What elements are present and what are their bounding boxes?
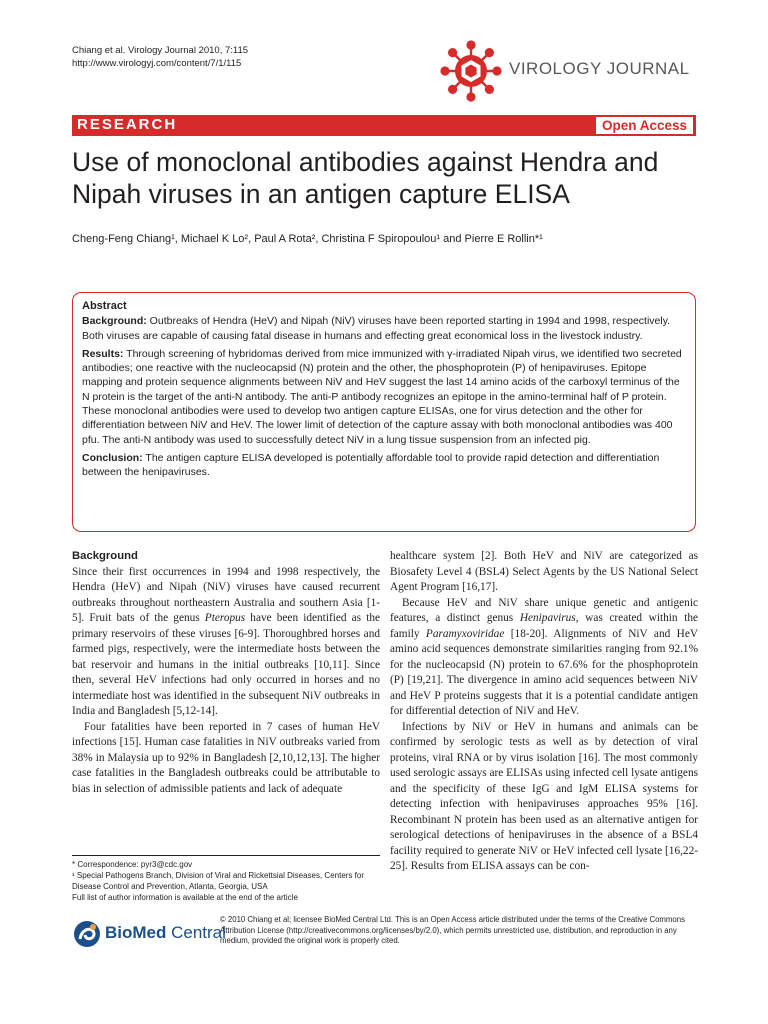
body-text: [18-20]. Alignments of NiV and HeV amino acid sequences demonstrate similarities ranging from 92.1% for the nucleocapsid (N) protein to 67.6% for the phosphoprotein (P) [19,21]. The divergence in amino acid sequences between NiV and HeV P proteins suggests that it is a potential candidate antigen for differential detection of NiV and HeV. — [390, 627, 698, 717]
body-text: Since their first occurrences in 1994 and 1998 respectively, the Hendra (HeV) and Nipah (NiV) viruses have caused recurrent outbreaks throughout northeastern Australia and southern Asia [1-5]. Fruit bats of the genus — [72, 565, 380, 624]
author-list: Cheng-Feng Chiang¹, Michael K Lo², Paul A Rota², Christina F Spiropoulou¹ and Pierre E Rollin*¹ — [72, 233, 543, 245]
journal-logo — [440, 40, 705, 104]
citation-line: Chiang et al. Virology Journal 2010, 7:115 — [72, 45, 249, 56]
body-column-left — [72, 549, 380, 797]
abstract-results — [82, 347, 686, 447]
abstract-results-label: Results: — [82, 347, 124, 360]
author-info-note: Full list of author information is available at the end of the article — [72, 893, 298, 902]
article-title: Use of monoclonal antibodies against Hendra and Nipah viruses in an antigen capture ELISA — [72, 147, 659, 209]
correspondence-note: * Correspondence: pyr3@cdc.gov — [72, 860, 193, 869]
family-name: Paramyxoviridae — [425, 627, 505, 640]
body-text: have been identified as the primary reservoirs of these viruses [6-9]. Thoroughbred horses and farmed pigs, respectively, were the intermediate hosts between the bat reservoir and humans in the initial outbreaks [10,11]. Since then, several HeV infections had only occurred in horses and no intermediate host was identified in the subsequent NiV outbreaks in India and Bangladesh [5,12-14]. — [72, 612, 381, 717]
affiliation-note: ¹ Special Pathogens Branch, Division of Viral and Rickettsial Diseases, Centers for Disease Control and Prevention, Atlanta, Georgia, USA — [72, 871, 364, 891]
publisher-name-bold: BioMed — [105, 923, 167, 942]
genus-name: Henipavirus — [519, 612, 576, 624]
background-heading: Background — [72, 550, 138, 562]
body-text: Because HeV and NiV share unique genetic and antigenic features, a distinct genus — [390, 596, 698, 624]
biomed-swirl-icon — [72, 919, 102, 949]
genus-name: Pteropus — [204, 612, 246, 624]
citation-header — [72, 44, 248, 70]
virus-icon — [440, 40, 502, 102]
abstract-results-text: Through screening of hybridomas derived from mice immunized with γ-irradiated Nipah virus, we identified two secreted antibodies; one reactive with the nucleocapsid (N) protein and the other, the phosphoprotein (P) of henipaviruses. Epitope mapping and protein sequence alignments between NiV and HeV suggest the last 14 amino acids of the carboxyl terminus of the N protein is the target of the anti-N antibody. The anti-P antibody recognizes an epitope in the amino-terminal half of P protein. These monoclonal antibodies were used to develop two antigen capture ELISAs, one for virus detection and the other for differentiation between NiV and HeV. The lower limit of detection of the capture assay with both monoclonal antibodies was 400 pfu. The anti-N antibody was used to successfully detect NiV in a lung tissue suspension from an infected pig. — [82, 347, 682, 446]
body-paragraph — [72, 565, 380, 720]
abstract-conclusion — [82, 451, 686, 480]
body-paragraph: Four fatalities have been reported in 7 cases of human HeV infections [15]. Human case fatalities in NiV outbreaks varied from 38% in Malaysia up to 92% in Bangladesh [2,10,12,13]. The higher case fatalities in the Bangladesh outbreaks could be attributable to bias in selection of admissible patients and lack of adequate — [72, 720, 380, 795]
section-bar — [72, 115, 696, 136]
publisher-name-rest: Central — [166, 923, 226, 942]
abstract-background-label: Background: — [82, 315, 147, 328]
body-paragraph: Infections by NiV or HeV in humans and animals can be confirmed by serologic tests as well as by detection of viral proteins, viral RNA or by virus isolation [16]. The most commonly used serologic assays are ELISAs using infected cell lysate antigens and the specificity of these IgG and IgM ELISA systems for detecting infection with henipaviruses approaches 95% [16]. Recombinant N protein has been used as an alternative antigen for serological detections of henipaviruses in the absence of a BSL4 facility required to generate NiV or HeV infected cell lysate [16,22-25]. Results from ELISA assays can be con- — [390, 720, 698, 872]
section-label: RESEARCH — [77, 116, 178, 133]
abstract-background — [82, 314, 686, 343]
abstract-conclusion-label: Conclusion: — [82, 451, 143, 464]
license-text: © 2010 Chiang et al; licensee BioMed Central Ltd. This is an Open Access article distributed under the terms of the Creative Commons Attribution License (http://creativecommons.org/licenses/by/2.0), which permits unrestricted use, distribution, and reproduction in any medium, provided the original work is properly cited. — [220, 915, 685, 945]
body-text: , was created within the family — [390, 612, 698, 640]
publisher-name — [105, 923, 226, 943]
abstract-box — [72, 292, 696, 532]
body-paragraph — [390, 596, 698, 720]
abstract-conclusion-text: The antigen capture ELISA developed is potentially affordable tool to provide rapid detection and differentiation between the henipaviruses. — [82, 451, 660, 479]
abstract-heading: Abstract — [82, 300, 127, 312]
article-url[interactable]: http://www.virologyj.com/content/7/1/115 — [72, 58, 242, 69]
open-access-badge: Open Access — [596, 117, 693, 134]
footnotes — [72, 855, 380, 903]
biomed-central-logo — [72, 917, 226, 951]
abstract-background-text: Outbreaks of Hendra (HeV) and Nipah (NiV) viruses have been reported starting in 1994 and 1998, respectively. Both viruses are capable of causing fatal disease in humans and effecting great economical loss in the livestock industry. — [82, 315, 671, 342]
body-column-right — [390, 549, 698, 875]
journal-name: VIROLOGY JOURNAL — [509, 59, 690, 78]
body-paragraph: healthcare system [2]. Both HeV and NiV are categorized as Biosafety Level 4 (BSL4) Select Agents by the US National Select Agent Program [16,17]. — [390, 550, 698, 593]
